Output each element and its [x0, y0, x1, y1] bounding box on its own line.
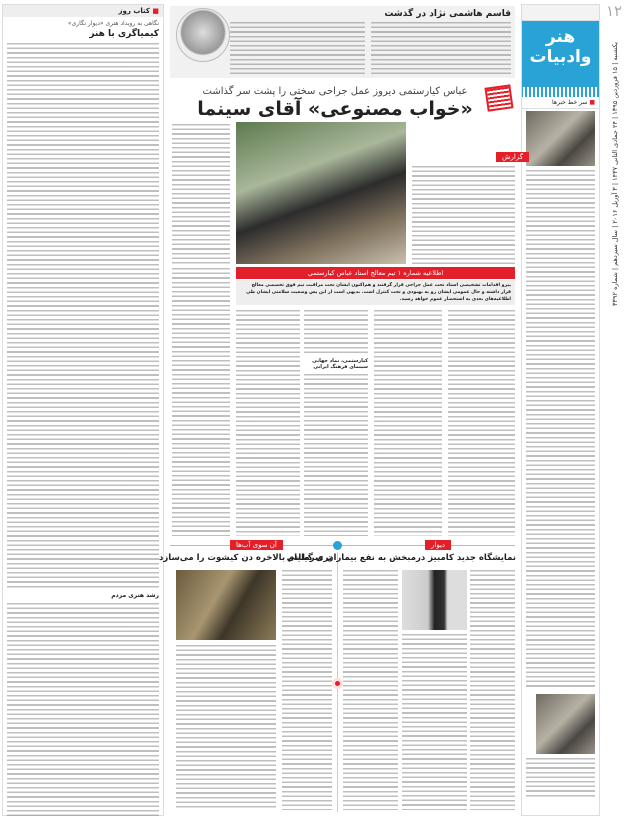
news-photo	[526, 111, 595, 166]
body-column-2	[236, 310, 300, 536]
abroad-tag: آن سوی آب‌ها	[230, 540, 283, 550]
news-items	[526, 170, 595, 690]
wall-tag: دیوار	[425, 540, 451, 550]
wall-photo	[402, 570, 467, 630]
top-story-box	[170, 6, 515, 78]
news-items-2	[526, 758, 595, 798]
wall-text-3	[343, 570, 398, 810]
wall-title: نمایشگاه جدید کامبیز درمبخش به نفع بیماران سرطانی	[286, 553, 516, 563]
book-kicker: نگاهی به رویداد هنری «دیوار نگاری»	[67, 20, 159, 27]
body-column-1	[172, 268, 230, 536]
divider-dot	[333, 541, 342, 550]
book-text-2	[7, 603, 159, 818]
book-label-text: کتاب روز	[118, 7, 150, 15]
report-tag: گزارش	[496, 152, 529, 162]
abroad-text-1	[282, 570, 332, 810]
body-column-3b	[304, 374, 368, 536]
date-line: یکشنبه | ۱۵ فروردین ۱۳۹۵ | ۲۴ جمادی الثانی ۱۴۳۷ | ۳ آوریل ۲۰۱۶ | سال سیزدهم | شماره ۳۳۹۲	[611, 42, 619, 306]
book-label: ■ کتاب روز	[3, 5, 163, 17]
body-column-3	[304, 310, 368, 354]
top-story-title: قاسم هاشمی نژاد در گذشت	[384, 9, 511, 19]
section-title-2: وادبیات	[529, 47, 592, 67]
newspaper-logo	[522, 5, 599, 21]
news-header-label: سر خط خبرها	[552, 99, 588, 106]
wall-text-2	[402, 634, 467, 810]
red-stamp	[484, 84, 513, 111]
main-subtitle: عباس کیارستمی دیروز عمل جراحی سختی را پشت سر گذاشت	[202, 86, 468, 97]
abroad-title: تری گیلیام بالاخره دن کیشوت را می‌سازد	[159, 553, 332, 563]
portrait	[176, 8, 230, 62]
body-column-4	[374, 310, 442, 536]
article-column-left	[172, 124, 230, 264]
section-title-1: هنر	[545, 27, 576, 47]
bottom-divider	[170, 545, 515, 546]
notice-title: اطلاعیه شماره ۱ تیم معالج استاد عباس کیارستمی	[307, 269, 444, 277]
body-subhead: کیارستمی، نماد جهانی سینمای فرهنگ ایرانی	[312, 358, 368, 370]
main-photo	[236, 122, 406, 264]
section-title-block	[522, 21, 599, 87]
book-column	[2, 4, 164, 816]
book-subhead: رشد هنری مردم	[111, 592, 159, 599]
book-title: کیمیاگری با هنر	[89, 29, 159, 39]
record-icon	[332, 678, 343, 689]
notice-body: پیرو اقدامات تشخیصی استاد تحت عمل جراحی قرار گرفتند و هم‌اکنون ایشان تحت مراقبت تیم فوق تخصصی معالج قرار داشته و حال عمومی ایشان رو به بهبودی و تحت کنترل است. بدیهی است از این پس وضعیت سلامتی ایشان طی اطلاعیه‌های بعدی به استحضار عموم خواهد رسید.	[236, 280, 515, 305]
page-number: ۱۲	[605, 2, 623, 20]
top-story-text	[371, 22, 511, 74]
abroad-photo	[176, 570, 276, 640]
top-story-text-2	[230, 22, 365, 74]
body-column-5	[448, 310, 515, 536]
wall-text-1	[470, 570, 515, 810]
stripe-decoration	[522, 87, 599, 97]
article-column-right	[412, 166, 515, 264]
news-header: ■ سر خط خبرها	[522, 97, 599, 109]
abroad-text-2	[176, 645, 276, 810]
main-title: «خواب مصنوعی» آقای سینما	[197, 98, 473, 120]
book-text	[7, 43, 159, 588]
notice-bar	[236, 267, 515, 279]
sidebar	[521, 4, 600, 816]
news-photo-2	[536, 694, 595, 754]
